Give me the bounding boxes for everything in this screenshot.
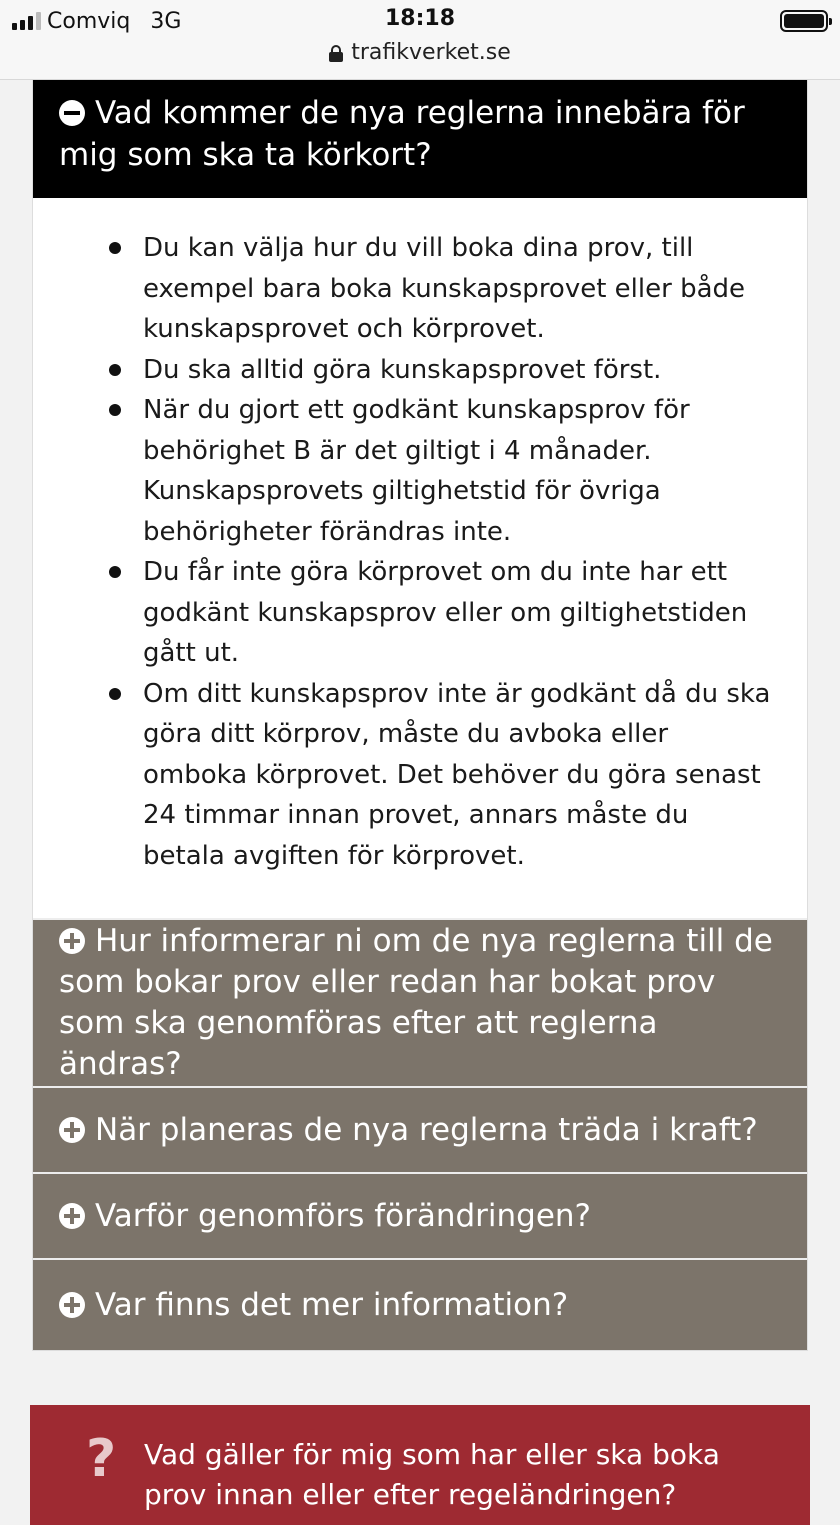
accordion-header-title: När planeras de nya reglerna träda i kraft? (95, 1111, 758, 1148)
accordion-header-title: Var finns det mer information? (95, 1286, 569, 1323)
plus-circle-icon (59, 1203, 85, 1229)
list-item: Du ska alltid göra kunskapsprovet först. (33, 350, 777, 391)
accordion-header-title: Vad kommer de nya reglerna innebära för mig som ska ta körkort? (59, 95, 745, 173)
accordion-header-open[interactable] (33, 80, 807, 198)
battery-icon (780, 10, 828, 32)
carrier-name: Comviq (47, 8, 131, 34)
list-item: När du gjort ett godkänt kunskapsprov för behörighet B är det giltigt i 4 månader. Kunskapsprovets giltighetstid för övriga behörigheter förändras inte. (33, 390, 777, 552)
minus-circle-icon (59, 100, 85, 126)
accordion-header-title: Varför genomförs förändringen? (95, 1197, 592, 1234)
network-type: 3G (150, 8, 182, 34)
plus-circle-icon (59, 1117, 85, 1143)
list-item: Du kan välja hur du vill boka dina prov, till exempel bara boka kunskapsprovet eller både kunskapsprovet och körprovet. (33, 228, 777, 350)
status-bar (0, 0, 840, 80)
accordion-header-effective-date[interactable] (33, 1086, 807, 1172)
accordion-panel (33, 198, 807, 918)
address-bar[interactable] (0, 40, 840, 65)
clock: 18:18 (384, 6, 456, 31)
list-item: Om ditt kunskapsprov inte är godkänt då du ska göra ditt körprov, måste du avboka eller omboka körprovet. Det behöver du göra senast 24 timmar innan provet, annars måste du betala avgiften för körprovet. (33, 674, 777, 877)
plus-circle-icon (59, 928, 85, 954)
question-mark-icon: ? (86, 1429, 117, 1489)
help-link-text: Vad gäller för mig som har eller ska boka prov innan eller efter regeländringen? (144, 1438, 720, 1511)
lock-icon (329, 45, 343, 61)
faq-accordion (32, 80, 808, 1351)
accordion-header-why[interactable] (33, 1172, 807, 1258)
rules-list (33, 228, 777, 876)
accordion-header-title: Hur informerar ni om de nya reglerna till de som bokar prov eller redan har bokat prov som ska genomföras efter att reglerna ändras? (59, 923, 773, 1082)
accordion-header-information[interactable] (33, 918, 807, 1086)
plus-circle-icon (59, 1292, 85, 1318)
url-text: trafikverket.se (351, 40, 511, 65)
accordion-header-more-info[interactable] (33, 1258, 807, 1350)
help-link-box[interactable] (30, 1405, 810, 1525)
list-item: Du får inte göra körprovet om du inte har ett godkänt kunskapsprov eller om giltighetstiden gått ut. (33, 552, 777, 674)
